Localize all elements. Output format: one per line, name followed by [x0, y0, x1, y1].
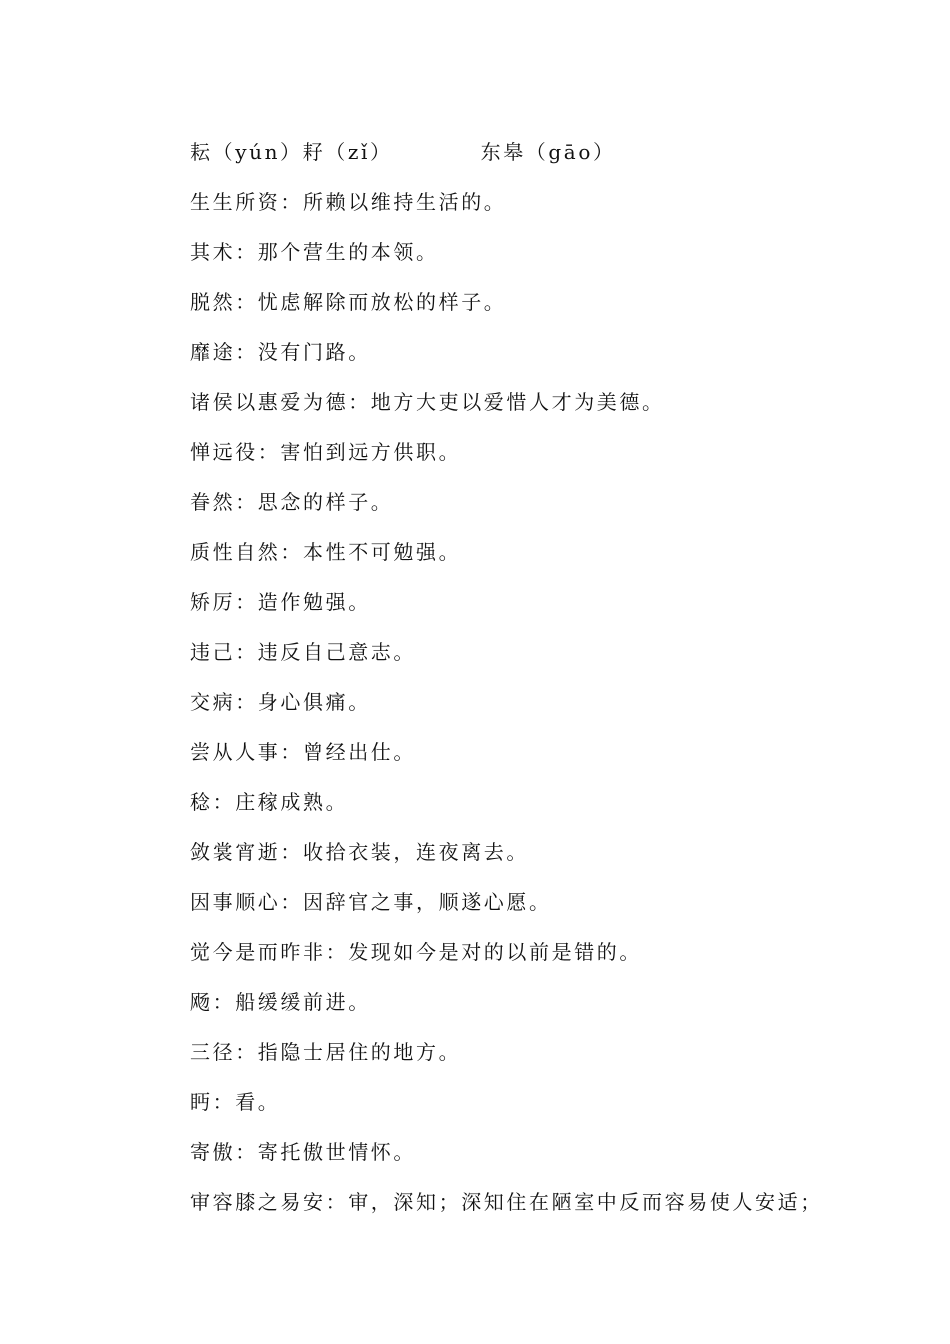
glossary-entry: 质性自然：本性不可勉强。	[190, 540, 462, 564]
glossary-entry: 靡途：没有门路。	[190, 340, 371, 364]
glossary-entry: 其术：那个营生的本领。	[190, 240, 439, 264]
glossary-entry: 审容膝之易安：审，深知；深知住在陋室中反而容易使人安适；	[190, 1190, 823, 1214]
glossary-entry: 诸侯以惠爱为德：地方大吏以爱惜人才为美德。	[190, 390, 665, 414]
glossary-entry: 觉今是而昨非：发现如今是对的以前是错的。	[190, 940, 642, 964]
glossary-entry: 因事顺心：因辞官之事，顺遂心愿。	[190, 890, 552, 914]
glossary-entry: 惮远役：害怕到远方供职。	[190, 440, 462, 464]
glossary-entry: 尝从人事：曾经出仕。	[190, 740, 416, 764]
glossary-entry: 眷然：思念的样子。	[190, 490, 394, 514]
pinyin-annotation-first: 耘（yún）耔（zǐ）	[190, 140, 393, 164]
glossary-entry: 稔：庄稼成熟。	[190, 790, 349, 814]
glossary-entry: 违己：违反自己意志。	[190, 640, 416, 664]
glossary-entry: 寄傲：寄托傲世情怀。	[190, 1140, 416, 1164]
pinyin-line	[190, 134, 890, 184]
glossary-entry: 眄：看。	[190, 1090, 281, 1114]
glossary-entry: 交病：身心俱痛。	[190, 690, 371, 714]
glossary-entry: 矫厉：造作勉强。	[190, 590, 371, 614]
pinyin-annotation-second: 东皋（gāo）	[480, 140, 616, 164]
glossary-entry: 脱然：忧虑解除而放松的样子。	[190, 290, 507, 314]
glossary-entry: 三径：指隐士居住的地方。	[190, 1040, 462, 1064]
glossary-entry: 生生所资：所赖以维持生活的。	[190, 190, 507, 214]
glossary-entry: 敛裳宵逝：收拾衣装，连夜离去。	[190, 840, 529, 864]
document-content	[190, 134, 890, 1234]
glossary-entry: 飏：船缓缓前进。	[190, 990, 371, 1014]
